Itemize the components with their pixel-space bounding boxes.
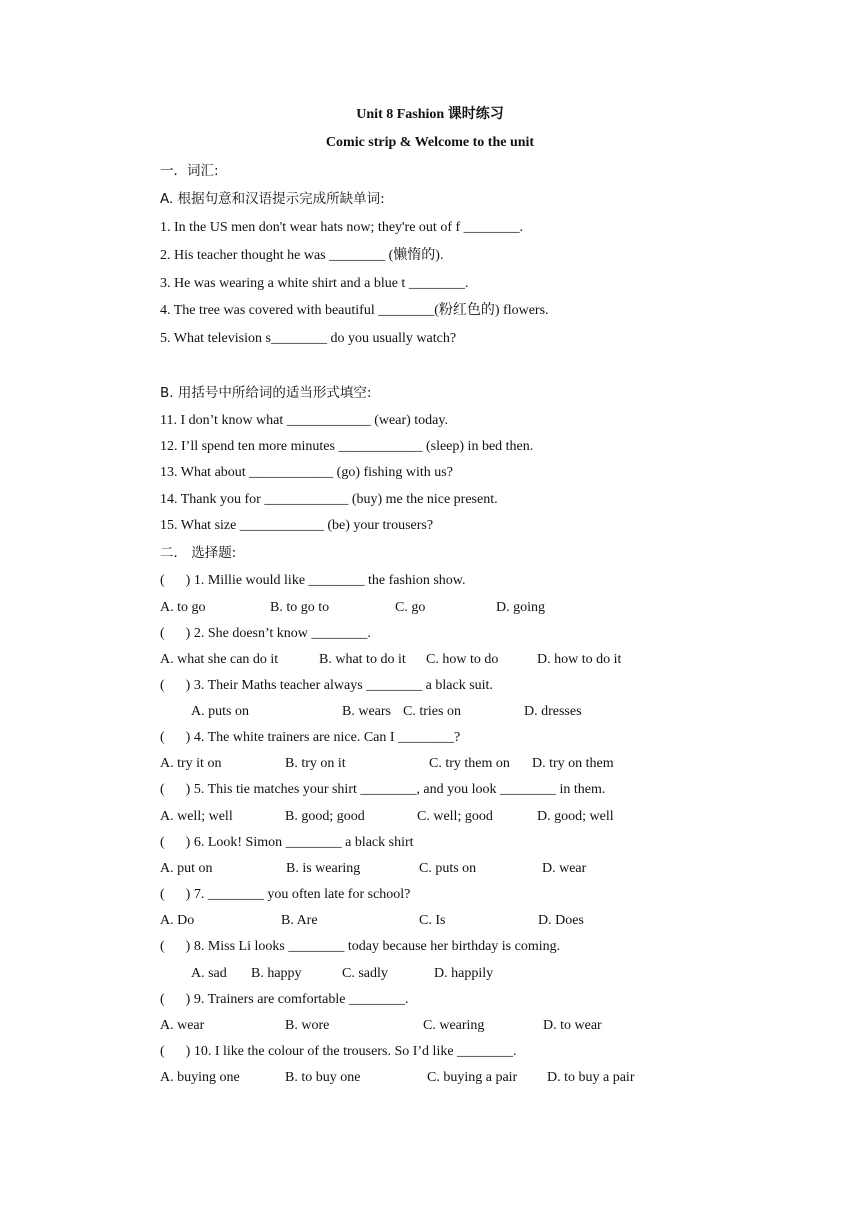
question-8-option-a: A. sad: [191, 966, 227, 981]
vocab-item-1: 1. In the US men don't wear hats now; they're out of f ________.: [160, 220, 524, 235]
question-2-option-c: C. how to do: [426, 652, 499, 667]
question-1-stem: ( ) 1. Millie would like ________ the fashion show.: [160, 573, 466, 588]
vocab-item-3: 3. He was wearing a white shirt and a blue t ________.: [160, 276, 469, 291]
question-9-option-b: B. wore: [285, 1018, 330, 1033]
question-5-option-d: D. good; well: [537, 809, 614, 824]
question-3-option-a: A. puts on: [191, 704, 249, 719]
question-2-option-d: D. how to do it: [537, 652, 622, 667]
question-7-option-c: C. Is: [419, 913, 446, 928]
question-3-stem: ( ) 3. Their Maths teacher always ________ a black suit.: [160, 678, 493, 693]
question-5-option-b: B. good; good: [285, 809, 365, 824]
vocab-item-4: 4. The tree was covered with beautiful ________(粉红色的) flowers.: [160, 303, 549, 318]
question-8-stem: ( ) 8. Miss Li looks ________ today because her birthday is coming.: [160, 939, 561, 954]
question-9-option-d: D. to wear: [543, 1018, 602, 1033]
question-2-option-a: A. what she can do it: [160, 652, 279, 667]
question-5-option-a: A. well; well: [160, 809, 233, 824]
question-6-option-a: A. put on: [160, 861, 213, 876]
page-subtitle: Comic strip & Welcome to the unit: [325, 135, 535, 150]
question-3-option-c: C. tries on: [403, 704, 461, 719]
question-3-option-d: D. dresses: [524, 704, 582, 719]
question-10-option-b: B. to buy one: [285, 1070, 361, 1085]
question-6-option-c: C. puts on: [419, 861, 477, 876]
question-7-stem: ( ) 7. ________ you often late for school?: [160, 887, 411, 902]
question-5-option-c: C. well; good: [417, 809, 493, 824]
question-4-stem: ( ) 4. The white trainers are nice. Can I ________?: [160, 730, 461, 745]
question-4-option-a: A. try it on: [160, 756, 222, 771]
question-1-option-b: B. to go to: [270, 600, 330, 615]
fill-item-15: 15. What size ____________ (be) your trousers?: [160, 518, 434, 533]
question-2-stem: ( ) 2. She doesn’t know ________.: [160, 626, 371, 641]
vocab-item-5: 5. What television s________ do you usually watch?: [160, 331, 457, 346]
question-9-option-a: A. wear: [160, 1018, 205, 1033]
question-1-option-a: A. to go: [160, 600, 206, 615]
question-10-option-c: C. buying a pair: [427, 1070, 518, 1085]
question-10-option-a: A. buying one: [160, 1070, 240, 1085]
question-5-stem: ( ) 5. This tie matches your shirt ________, and you look ________ in them.: [160, 782, 606, 797]
question-8-option-c: C. sadly: [342, 966, 388, 981]
question-1-option-c: C. go: [395, 600, 426, 615]
section-a-heading: A. 根据句意和汉语提示完成所缺单词:: [160, 191, 385, 207]
part2-heading: 二． 选择题:: [160, 545, 237, 561]
question-8-option-b: B. happy: [251, 966, 302, 981]
fill-item-13: 13. What about ____________ (go) fishing with us?: [160, 465, 453, 480]
question-3-option-b: B. wears: [342, 704, 391, 719]
question-4-option-c: C. try them on: [429, 756, 510, 771]
question-7-option-d: D. Does: [538, 913, 584, 928]
question-9-option-c: C. wearing: [423, 1018, 485, 1033]
question-10-option-d: D. to buy a pair: [547, 1070, 635, 1085]
question-6-option-b: B. is wearing: [286, 861, 361, 876]
fill-item-12: 12. I’ll spend ten more minutes ____________ (sleep) in bed then.: [160, 439, 534, 454]
question-4-option-b: B. try on it: [285, 756, 346, 771]
question-9-stem: ( ) 9. Trainers are comfortable ________.: [160, 992, 409, 1007]
question-10-stem: ( ) 10. I like the colour of the trousers. So I’d like ________.: [160, 1044, 517, 1059]
question-7-option-a: A. Do: [160, 913, 195, 928]
section-b-heading: B. 用括号中所给词的适当形式填空:: [160, 385, 372, 401]
question-6-stem: ( ) 6. Look! Simon ________ a black shirt: [160, 835, 414, 850]
vocab-item-2: 2. His teacher thought he was ________ (懒惰的).: [160, 248, 444, 263]
question-6-option-d: D. wear: [542, 861, 587, 876]
question-4-option-d: D. try on them: [532, 756, 614, 771]
question-2-option-b: B. what to do it: [319, 652, 406, 667]
part1-heading: 一．词汇:: [160, 163, 219, 179]
question-1-option-d: D. going: [496, 600, 545, 615]
question-8-option-d: D. happily: [434, 966, 494, 981]
page-title: Unit 8 Fashion 课时练习: [356, 107, 504, 122]
fill-item-14: 14. Thank you for ____________ (buy) me the nice present.: [160, 492, 498, 507]
fill-item-11: 11. I don’t know what ____________ (wear) today.: [160, 413, 448, 428]
question-7-option-b: B. Are: [281, 913, 318, 928]
